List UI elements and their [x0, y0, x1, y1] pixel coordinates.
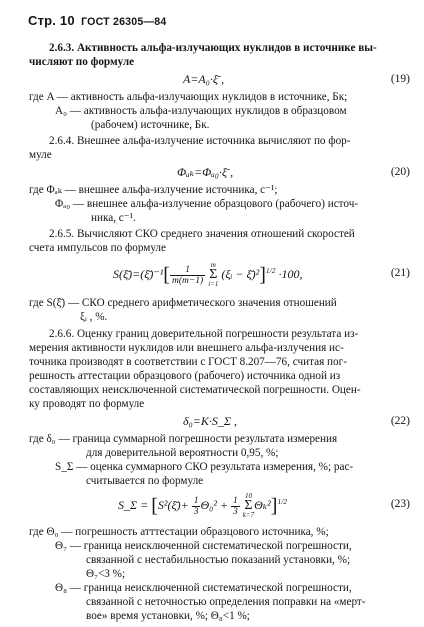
formula-23: S_Σ = [S²(ξ̄)+ $\frac{1}{3}$ Θ₀² + $\frac{1}{3}$ 10 Σ k=7Θₖ²]$^{1/2}$ — [118, 492, 288, 519]
fraction: $\frac{1}{3}$ — [233, 495, 238, 517]
fraction: $\frac{1}{m(m-1)}$ — [171, 264, 204, 286]
formula-19: A=A₀·ξ̄ , — [183, 72, 225, 86]
summation-sign: 10 Σ k=7 — [242, 492, 255, 519]
theta-line5: Θ₈ — граница неисключенной систематической погрешности, — [55, 582, 352, 594]
where-22-line3: S_Σ — оценка суммарного СКО результата измерения, %; рас- — [55, 461, 354, 473]
where-20-line1: где Φₐₖ — внешнее альфа-излучение источника, с⁻¹; — [29, 184, 278, 196]
formula-22: δ₀=K·S_Σ , — [183, 414, 237, 428]
equation-number-21: (21) — [390, 267, 410, 279]
section-2-6-4-line2: муле — [29, 149, 52, 161]
section-2-6-4-line1: 2.6.4. Внешнее альфа-излучение источника вычисляют по фор- — [49, 135, 351, 147]
section-2-6-6-line6: ку проводят по формуле — [29, 398, 145, 410]
where-20-line2: Φₐ₀ — внешнее альфа-излучение образцового (рабочего) источ- — [55, 198, 359, 210]
theta-line2: Θ₇ — граница неисключенной систематической погрешности, — [55, 540, 352, 552]
standard-code: ГОСТ 26305—84 — [81, 16, 167, 28]
where-19-line1: где A — активность альфа-излучающих нуклидов в источнике, Бк; — [29, 91, 348, 103]
theta-line6: связанной с неточностью определения поправки на «мерт- — [86, 596, 366, 608]
section-2-6-5-line2: счета импульсов по формуле — [29, 242, 166, 254]
equation-number-19: (19) — [390, 73, 410, 85]
where-20-line3: ника, с⁻¹. — [91, 212, 136, 224]
where-19-line2: A₀ — активность альфа-излучающих нуклидов в образцовом — [55, 105, 347, 117]
where-22-line4: считывается по формуле — [86, 475, 204, 487]
where-22-line1: где δ₀ — граница суммарной погрешности результата измерения — [29, 433, 338, 445]
equation-number-20: (20) — [390, 166, 410, 178]
where-19-line3: (рабочем) источнике, Бк. — [91, 119, 210, 131]
fraction: $\frac{1}{3}$ — [193, 495, 199, 517]
theta-line7: вое» время установки, %; Θ₈<1 %; — [86, 610, 250, 622]
equation-number-23: (23) — [390, 498, 410, 510]
theta-line1: где Θ₀ — погрешность атттестации образцового источника, %; — [29, 526, 329, 538]
page-header — [28, 14, 166, 29]
equation-number-22: (22) — [390, 415, 410, 427]
where-21-line2: ξᵢ , %. — [80, 311, 108, 323]
theta-line3: связанной с нестабильностью показаний установки, %; — [86, 554, 351, 566]
section-2-6-6-line2: мерения активности нуклидов или внешнего альфа-излучения ис- — [29, 342, 344, 354]
section-2-6-6-line3: точника производят в соответствии с ГОСТ 8.207—76, считая пог- — [29, 356, 347, 368]
section-2-6-6-line1: 2.6.6. Оценку границ доверительной погрешности результата из- — [49, 328, 359, 340]
where-22-line2: для доверительной вероятности 0,95, %; — [86, 447, 279, 459]
summation-sign: m Σ i=1 — [208, 261, 219, 288]
section-2-6-5-line1: 2.6.5. Вычисляют СКО среднего значения отношений скоростей — [49, 228, 355, 240]
section-2-6-3-line2: числяют по формуле — [29, 56, 135, 68]
theta-line4: Θ₇<3 %; — [86, 568, 126, 580]
where-21-line1: где S(ξ̄) — СКО среднего арифметического значения отношений — [29, 297, 337, 309]
formula-21: S(ξ̄)=(ξ̄)⁻¹[ $\frac{1}{m(m-1)}$ m Σ i=1 (ξᵢ − ξ̄)²]$^{1/2}$ ·100, — [113, 261, 303, 288]
section-2-6-3-line1: 2.6.3. Активность альфа-излучающих нуклидов в источнике вы- — [49, 42, 377, 54]
section-2-6-6-line4: решность аттестации образцового (рабочего) источника одной из — [29, 370, 341, 382]
formula-20: Φₐₖ=Φₐ₀·ξ̄ , — [177, 165, 234, 179]
page-number: Стр. 10 — [28, 13, 75, 28]
section-2-6-6-line5: составляющих неисключенной систематической погрешности. Оцен- — [29, 384, 361, 396]
